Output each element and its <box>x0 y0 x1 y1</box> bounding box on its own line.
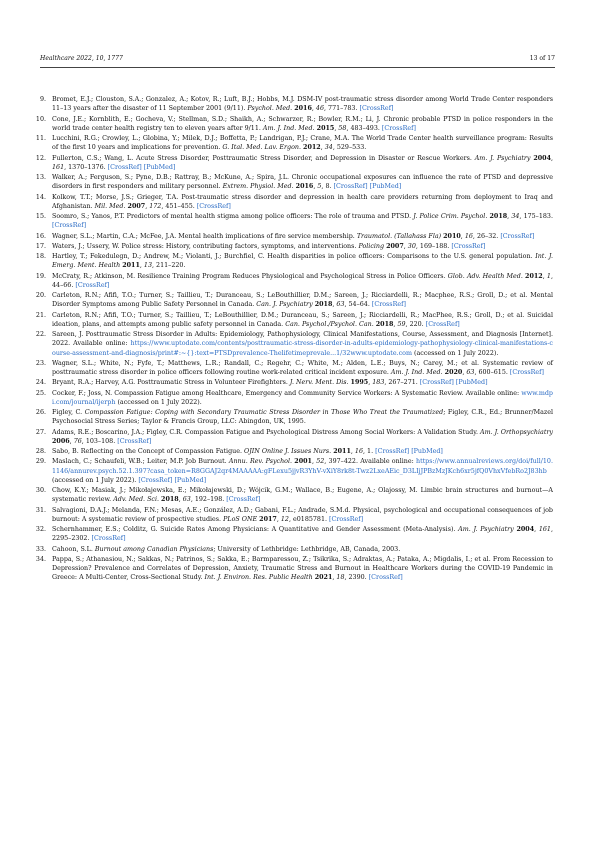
reference-text: Cone, J.E.; Kornblith, E.; Gocheva, V.; Stellman, S.D.; Shaikh, A.; Schwarzer, R.; Bowler, R.M.; Li, J. Chronic probable PTSD in police responders in the world trade center health registry ten to eleven years after 9/11. <box>52 115 553 132</box>
reference-text: , <box>332 574 337 582</box>
reference-year: 2018 <box>375 320 394 328</box>
reference-text: Kolkow, T.T.; Morse, J.S.; Grieger, T.A. Post-traumatic stress disorder and depression in health care providers returning from deployment to Iraq and Afghanistan. <box>52 193 553 210</box>
reference-link-badge[interactable]: [CrossRef] <box>107 163 142 171</box>
reference-journal: Annu. Rev. Psychol. <box>228 458 293 466</box>
reference-year: 2001 <box>294 458 312 466</box>
reference-number: 20. <box>35 292 46 300</box>
reference-item <box>30 359 553 377</box>
reference-link-badge[interactable]: [CrossRef] <box>75 281 110 289</box>
reference-year: 1995 <box>350 379 369 387</box>
reference-number: 11. <box>35 135 46 142</box>
reference-text: , 397–422. Available online: <box>324 458 416 466</box>
reference-text: Carleton, R.N.; Afifi, T.O.; Turner, S.; Taillieu, T.; LeBouthillier, D.M.; Duranceau, S.; Sareen, J.; Ricciardelli, R.; MacPhee, R.S.; Groll, D.; et al. Suicidal ideation, plans, and attempts among public safety personnel in Canada. <box>52 311 553 328</box>
reference-text: Bryant, R.A.; Harvey, A.G. Posttraumatic Stress in Volunteer Firefighters. <box>52 379 290 387</box>
reference-item <box>30 408 553 426</box>
journal-citation: Healthcare 2022, 10, 1777 <box>40 55 123 62</box>
reference-text: , <box>350 448 355 456</box>
reference-text: , e0185781. <box>288 515 330 523</box>
reference-text: , <box>460 232 465 240</box>
reference-item <box>30 378 553 387</box>
reference-item <box>30 252 553 270</box>
reference-year: 2012 <box>525 272 543 280</box>
reference-year: 2016 <box>294 105 312 113</box>
reference-number: 34. <box>35 555 46 563</box>
reference-journal: Extrem. Physiol. Med. <box>222 183 294 191</box>
reference-text: Sabo, B. Reflecting on the Concept of Compassion Fatigue. <box>52 448 245 456</box>
reference-journal: J. Police Crim. Psychol. <box>413 213 488 220</box>
reference-year: 2011 <box>333 448 351 456</box>
reference-text: , 44–66. <box>52 272 553 289</box>
reference-text: Salvagioni, D.A.J.; Melanda, F.N.; Mesas, A.E.; González, A.D.; Gabani, F.L.; Andrade, S.M.d. Physical, psychological and occupational consequences of job burnout: A systematic review of prospective studies. <box>52 506 553 523</box>
reference-journal: Psychol. Med. <box>247 105 293 113</box>
reference-text: , 220. <box>405 320 426 328</box>
reference-item <box>30 115 553 133</box>
reference-number: 12. <box>35 154 46 162</box>
reference-text: , <box>550 154 554 162</box>
reference-item <box>30 272 553 290</box>
reference-journal: 12 <box>280 515 289 523</box>
reference-item <box>30 154 553 172</box>
reference-journal: Burnout among Canadian Physicians <box>94 545 214 553</box>
reference-text: , <box>320 144 325 152</box>
reference-text: , 771–783. <box>324 105 360 113</box>
reference-text: , <box>403 242 408 250</box>
reference-year: 2004 <box>516 526 535 534</box>
reference-journal: OJIN Online J. Issues Nurs. <box>244 448 332 456</box>
reference-text: Cahoon, S.L. <box>52 545 95 553</box>
reference-text: , <box>276 515 281 523</box>
reference-journal: 5 <box>317 183 322 191</box>
reference-link-badge[interactable]: [CrossRef] <box>91 535 126 543</box>
reference-text: , <box>311 458 317 466</box>
reference-year: 2007 <box>127 202 146 210</box>
reference-link-badge[interactable]: [CrossRef] <box>425 320 460 328</box>
reference-journal: 46 <box>315 105 324 113</box>
reference-text: Wagner, S.L.; Martin, C.A.; McFee, J.A. Mental health implications of fire service membership. <box>52 232 357 240</box>
reference-text: , <box>139 262 144 270</box>
reference-number: 25. <box>35 389 46 397</box>
reference-item <box>30 212 553 230</box>
reference-text: Cocker, F.; Joss, N. Compassion Fatigue among Healthcare, Emergency and Community Service Workers: A Systematic Review. Available online: <box>52 389 522 397</box>
reference-journal: 34 <box>511 213 520 220</box>
reference-journal: J. Nerv. Ment. Dis. <box>289 379 349 387</box>
reference-text: , 192–198. <box>190 496 227 504</box>
reference-text: (accessed on 1 July 2022). <box>412 349 499 357</box>
reference-text: , <box>542 272 547 280</box>
reference-text: , 1. <box>363 448 376 456</box>
reference-text: , <box>462 369 467 376</box>
reference-text: Soomro, S.; Yanos, P.T. Predictors of mental health stigma among police officers: The role of trauma and PTSD. <box>52 213 414 220</box>
reference-number: 33. <box>35 545 46 553</box>
reference-item <box>30 242 553 251</box>
reference-journal: 63 <box>466 369 475 376</box>
reference-link-badge[interactable]: [CrossRef] <box>375 448 410 456</box>
reference-year: 2018 <box>161 496 179 504</box>
reference-journal: Traumatol. (Tallahass Fla) <box>356 232 442 240</box>
reference-link-badge[interactable]: [PubMed] <box>174 476 207 484</box>
reference-text: , 2295–2302. <box>52 526 553 543</box>
reference-number: 29. <box>35 458 46 466</box>
reference-year: 2020 <box>444 369 463 376</box>
reference-item <box>30 95 553 113</box>
reference-number: 22. <box>35 331 46 339</box>
reference-item <box>30 457 553 485</box>
reference-text: Fullerton, C.S.; Wang, L. Acute Stress Disorder, Posttraumatic Stress Disorder, and Depression in Disaster or Rescue Workers. <box>52 154 475 162</box>
reference-journal: 18 <box>336 574 345 582</box>
reference-year: 2006 <box>52 437 70 445</box>
reference-number: 23. <box>35 359 46 367</box>
reference-item <box>30 447 553 456</box>
reference-number: 26. <box>35 409 46 417</box>
reference-number: 32. <box>35 526 46 534</box>
reference-text: , 1370–1376. <box>64 163 108 171</box>
reference-link-badge[interactable]: [CrossRef] <box>196 202 231 210</box>
reference-item <box>30 311 553 329</box>
reference-journal: 63 <box>182 496 191 504</box>
reference-year: 2018 <box>314 301 333 309</box>
reference-text: Lucchini, R.G.; Crowley, L.; Globina, Y.; Milek, D.J.; Boffetta, P.; Landrigan, P.J.; Crane, M.A. The World Trade Center health surveillance program: Results of the first 10 years and implications for prevention. <box>52 135 553 152</box>
reference-text: , 451–455. <box>161 202 197 210</box>
reference-journal: PLoS ONE <box>223 515 258 523</box>
reference-text: , <box>145 202 150 210</box>
reference-journal: 58 <box>338 124 347 132</box>
reference-journal: Policing <box>358 242 385 250</box>
reference-year: 2010 <box>443 232 461 240</box>
reference-text: McCraty, R.; Atkinson, M. Resilience Training Program Reduces Physiological and Psychological Stress in Police Officers. <box>52 272 448 280</box>
reference-journal: 16 <box>464 232 473 240</box>
reference-number: 10. <box>35 115 46 123</box>
reference-item <box>30 389 553 407</box>
reference-journal: Glob. Adv. Health Med. <box>447 272 523 280</box>
reference-journal: Adv. Med. Sci. <box>113 496 160 504</box>
reference-journal: 34 <box>324 144 333 152</box>
reference-year: 2007 <box>386 242 404 250</box>
reference-text: Carleton, R.N.; Afifi, T.O.; Turner, S.; Taillieu, T.; Duranceau, S.; LeBouthillier, D.M.; Sareen, J.; Ricciardelli, R.; Macphee, R.S.; Groll, D.; et al. Mental Disorder Symptoms among Public Safety Personnel in Canada. <box>52 292 553 309</box>
reference-link-badge[interactable]: [CrossRef] <box>419 379 454 387</box>
reference-item <box>30 330 553 358</box>
reference-number: 13. <box>35 174 46 181</box>
reference-text: , 267–271. <box>384 379 420 387</box>
reference-text: , <box>332 301 337 309</box>
reference-text: , <box>393 320 398 328</box>
reference-url-link[interactable]: www.mdpi.com/journal/ijerph <box>52 389 553 406</box>
reference-url-link[interactable]: https://www.annualreviews.org/doi/full/10.1146/annurev.psych.52.1.397?casa_token=R8GGAJ2qr4MAAAAA:gFLexu5jjvR3YhV-vXiY8rk8t-Twz2LxeAEic_D3LIjJPBzMzJKch6xr5jfQ0VhxVfebRo2J83hb <box>52 458 553 475</box>
reference-journal: 52 <box>316 458 325 466</box>
reference-item <box>30 525 553 543</box>
reference-journal: 172 <box>149 202 162 210</box>
reference-link-badge[interactable]: [CrossRef] <box>509 369 544 376</box>
reference-journal: Mil. Med. <box>94 202 126 210</box>
reference-text: ; Figley, C.R., Ed.; Brunner/Mazel Psychosocial Stress Series; Taylor & Francis Group, LLC: Abingdon, UK, 1995. <box>52 409 554 426</box>
reference-year: 2016 <box>295 183 314 191</box>
reference-text: , <box>368 379 373 387</box>
reference-number: 17. <box>35 242 46 250</box>
reference-number: 28. <box>35 448 46 456</box>
reference-journal: 59 <box>397 320 406 328</box>
reference-journal: 161 <box>538 526 551 534</box>
reference-text: , 529–533. <box>332 144 367 152</box>
reference-text: Bromet, E.J.; Clouston, S.A.; Gonzalez, A.; Kotov, R.; Luft, B.J.; Hobbs, M.J. DSM-IV post-traumatic stress disorder among World Trade Center responders 11–13 years after the disaster of 11 September 2001 (9/11). <box>52 96 553 113</box>
reference-text: Schernhammer, E.S.; Colditz, G. Suicide Rates Among Physicians: A Quantitative and Gender Assessment (Meta-Analysis). <box>52 526 459 534</box>
reference-text: , 169–188. <box>415 242 452 250</box>
reference-text: (accessed on 1 July 2022). <box>52 476 139 484</box>
reference-item <box>30 506 553 524</box>
reference-text: , 211–220. <box>152 262 186 270</box>
reference-link-badge[interactable]: [PubMed] <box>369 183 402 191</box>
reference-number: 31. <box>35 506 46 514</box>
reference-text: , <box>534 526 539 534</box>
reference-link-badge[interactable]: [CrossRef] <box>500 232 535 240</box>
reference-text: Figley, C. <box>52 409 85 417</box>
reference-item <box>30 173 553 191</box>
reference-text: , 8. <box>321 183 334 191</box>
reference-journal: Can. Psychol./Psychol. Can. <box>285 320 374 328</box>
reference-journal: 161 <box>52 163 65 171</box>
reference-link-badge[interactable]: [CrossRef] <box>368 574 403 582</box>
reference-journal: 1 <box>546 272 551 280</box>
reference-link-badge[interactable]: [CrossRef] <box>359 105 394 113</box>
reference-link-badge[interactable]: [CrossRef] <box>52 222 87 230</box>
reference-journal: Am. J. Ind. Med. <box>262 124 315 132</box>
reference-number: 19. <box>35 272 46 280</box>
reference-text: , 26–32. <box>472 232 501 240</box>
reference-item <box>30 291 553 309</box>
reference-number: 16. <box>35 232 46 240</box>
reference-journal: Int. J. Environ. Res. Public Health <box>204 574 313 582</box>
reference-text: , 2390. <box>344 574 369 582</box>
reference-year: 2004 <box>533 154 551 162</box>
reference-text: Wagner, S.L.; White, N.; Fyfe, T.; Matthews, L.R.; Randall, C.; Regehr, C.; White, M.; Alden, L.E.; Buys, N.; Carey, M.; et al. Systematic review of posttraumatic stress disorder in police officers following routine work-related critical incident exposure. <box>52 359 553 376</box>
reference-link-badge[interactable]: [CrossRef] <box>381 124 416 132</box>
reference-number: 27. <box>35 428 46 436</box>
reference-journal: Compassion Fatigue: Coping with Secondary Traumatic Stress Disorder in Those Who Treat the Traumatized <box>84 409 444 417</box>
reference-link-badge[interactable]: [PubMed] <box>143 163 176 171</box>
reference-number: 9. <box>39 96 46 103</box>
reference-text: , <box>313 183 318 191</box>
reference-item <box>30 486 553 504</box>
reference-link-badge[interactable]: [CrossRef] <box>329 515 364 523</box>
reference-number: 30. <box>35 487 46 495</box>
reference-text: , 103–108. <box>81 437 118 445</box>
reference-link-badge[interactable]: [CrossRef] <box>226 496 261 504</box>
reference-link-badge[interactable]: [PubMed] <box>411 448 443 456</box>
reference-year: 2017 <box>259 515 277 523</box>
reference-item <box>30 545 553 554</box>
reference-text: Waters, J.; Ussery, W. Police stress: History, contributing factors, symptoms, and interventions. <box>52 242 359 250</box>
reference-link-badge[interactable]: [CrossRef] <box>451 242 486 250</box>
reference-link-badge[interactable]: [PubMed] <box>455 379 488 387</box>
reference-text: , <box>69 437 74 445</box>
reference-text: , <box>178 496 183 504</box>
reference-item <box>30 428 553 446</box>
reference-number: 14. <box>35 193 46 201</box>
reference-journal: 16 <box>354 448 363 456</box>
reference-year: 2018 <box>489 213 508 220</box>
reference-journal: 183 <box>372 379 385 387</box>
header-rule <box>40 67 555 68</box>
reference-journal: Am. J. Orthopsychiatry <box>480 428 553 436</box>
reference-link-badge[interactable]: [CrossRef] <box>138 476 173 484</box>
reference-year: 2011 <box>122 262 140 270</box>
reference-year: 2021 <box>314 574 333 582</box>
reference-journal: 13 <box>143 262 152 270</box>
reference-text: , 54–64. <box>344 301 372 309</box>
reference-journal: Am. J. Psychiatry <box>458 526 514 534</box>
reference-journal: Int. J. Emerg. Ment. Health <box>52 253 553 270</box>
reference-text: , 175–183. <box>519 213 553 220</box>
reference-number: 15. <box>35 213 46 220</box>
reference-journal: Am. J. Psychiatry <box>474 154 531 162</box>
reference-text: Pappa, S.; Athanasiou, N.; Sakkas, N.; Patrinos, S.; Sakka, E.; Barmparessou, Z.; Tsikrika, S.; Adraktas, A.; Pataka, A.; Migdalis, I.; et al. From Recession to Depression? Prevalence and Correlates of Depression, Anxiety, Traumatic Stress and Burnout in Healthcare Workers during the COVID-19 Pandemic in Greece: A Multi-Center, Cross-Sectional Study. <box>52 555 553 582</box>
reference-text: , 483–493. <box>346 124 382 132</box>
reference-text: , <box>507 213 512 220</box>
reference-text: Adams, R.E.; Boscarino, J.A.; Figley, C.R. Compassion Fatigue and Psychological Distress Among Social Workers: A Validation Study. <box>52 428 481 436</box>
reference-journal: Am. J. Ind. Med. <box>390 369 443 376</box>
reference-text: , 600–615. <box>474 369 510 376</box>
reference-journal: 63 <box>336 301 345 309</box>
reference-year: 2012 <box>303 144 321 152</box>
reference-text: , <box>334 124 339 132</box>
reference-year: 2015 <box>316 124 335 132</box>
reference-journal: 30 <box>407 242 416 250</box>
reference-text: (accessed on 1 July 2022). <box>115 398 202 406</box>
reference-text: ; University of Lethbridge: Lethbridge, AB, Canada, 2003. <box>213 545 401 553</box>
reference-number: 18. <box>35 253 46 261</box>
reference-link-badge[interactable]: [CrossRef] <box>333 183 368 191</box>
reference-journal: Can. J. Psychiatry <box>256 301 313 309</box>
reference-text: Chow, K.Y.; Masiak, J.; Mikołajewska, E.; Mikołajewski, D.; Wójcik, G.M.; Wallace, B.; Eugene, A.; Olajossy, M. Limbic brain structures and burnout—A systematic review. <box>52 487 553 504</box>
reference-journal: G. Ital. Med. Lav. Ergon. <box>222 144 302 152</box>
reference-number: 24. <box>35 379 46 387</box>
reference-url-link[interactable]: https://www.uptodate.com/contents/posttraumatic-stress-disorder-in-adults-epidemiology-pathophysiology-clinical-manifestations-course-assessment-and-diagnosis/print#:~{}:text=PTSDprevalence-Thelifetimeprevale...1/32www.uptodate.com <box>52 340 553 357</box>
reference-text: Maslach, C.; Schaufeli, W.B.; Leiter, M.P. Job Burnout. <box>52 458 229 466</box>
reference-journal: 76 <box>73 437 82 445</box>
page-header <box>40 55 555 65</box>
reference-number: 21. <box>35 311 46 319</box>
reference-item <box>30 232 553 241</box>
page-number: 13 of 17 <box>529 55 555 62</box>
reference-text: , <box>311 105 316 113</box>
reference-text: Walker, A.; Ferguson, S.; Pyne, D.B.; Rattray, B.; McKune, A.; Spira, J.L. Chronic occupational exposures can influence the rate of PTSD and depressive disorders in first responders and military personnel. <box>52 174 553 191</box>
reference-text: Sareen, J. Posttraumatic Stress Disorder in Adults: Epidemiology, Pathophysiology, Clinical Manifestations, Course, Assessment, and Diagnosis [Internet]. 2022. Available online: <box>52 331 553 348</box>
reference-text: Hartley, T.; Fekedulegn, D.; Andrew, M.; Violanti, J.; Burchfiel, C. Health disparities in police officers: Comparisons to the U.S. general population. <box>52 253 536 261</box>
reference-item <box>30 134 553 152</box>
reference-item <box>30 555 553 583</box>
reference-item <box>30 193 553 211</box>
reference-link-badge[interactable]: [CrossRef] <box>371 301 406 309</box>
reference-list <box>30 95 553 584</box>
reference-link-badge[interactable]: [CrossRef] <box>117 437 152 445</box>
